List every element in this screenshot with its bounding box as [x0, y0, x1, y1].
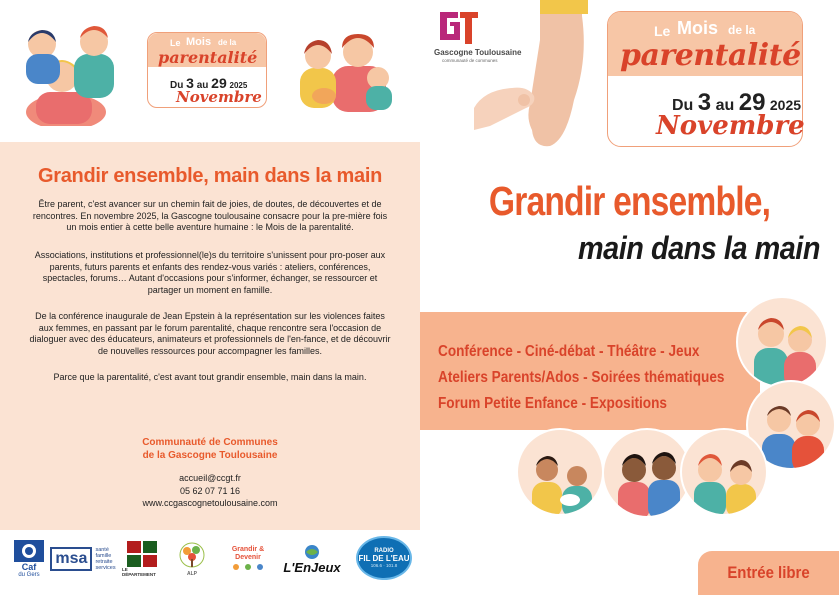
- radio-main: FIL DE L'EAU: [358, 554, 410, 563]
- family-circle-1: [736, 296, 828, 388]
- main-title-line-1: Grandir ensemble,: [488, 178, 771, 224]
- badge-parentalite: parentalité: [158, 48, 258, 67]
- intro-paragraph-1: Être parent, c'est avancer sur un chemin fait de joies, de doutes, de découvertes et de rencontres. En novembre 2025, la Gascogne toulousaine consacre pour la pre-mière fois un mois entier à cette belle aventure humaine : le Mois de la parentalité.: [32, 199, 388, 233]
- events-line-2: Ateliers Parents/Ados - Soirées thématiques: [438, 369, 725, 386]
- badge-large-month: Novembre: [656, 111, 805, 141]
- parentalite-badge-large: [607, 11, 803, 147]
- globe-icon: [302, 544, 322, 560]
- contact-phone: 05 62 07 71 16: [179, 485, 241, 496]
- family-portrait-1: [738, 298, 828, 388]
- caf-logo: [12, 538, 46, 580]
- family-circle-3: [516, 428, 604, 516]
- gt-monogram-icon: [438, 8, 478, 46]
- family-portrait-3: [518, 430, 604, 516]
- intro-paragraph-2: Associations, institutions et professionnel(le)s du territoire s'unissent pour pro-poser aux parents, futurs parents et enfants des rendez-vous variés : ateliers, conférences, spectacles, forums… Autant d'occasions pour s'informer, échanger, se ressourcer et partager un moment en famille.: [34, 250, 386, 295]
- enjeu-label: L'EnJeux: [283, 559, 341, 575]
- caf-label: Caf: [21, 562, 37, 572]
- badge-large-au: au: [715, 97, 735, 114]
- contact-email[interactable]: accueil@ccgt.fr: [179, 473, 241, 483]
- departement-emblem-icon: [127, 541, 157, 567]
- intro-paragraph-3: De la conférence inaugurale de Jean Epstein à la représentation sur les violences faites aux femmes, en passant par le forum parentalité, chaque rencontre sera l'occasion de dialoguer avec des éducateurs, animateurs et professionnels de l'en-fance, et de découvrir de nouvelles ressources pour accompagner les familles.: [29, 311, 391, 356]
- org-line-1: Communauté de Communes: [142, 437, 278, 448]
- family-illustration-2: [296, 26, 406, 112]
- events-line-1: Conférence - Ciné-débat - Théâtre - Jeux: [438, 343, 700, 360]
- caf-sub: du Gers: [18, 572, 40, 578]
- entree-libre-badge: [698, 551, 839, 595]
- reseau-figures-icon: [228, 562, 268, 572]
- badge-day-start: 3: [186, 75, 194, 91]
- badge-day-end: 29: [211, 75, 227, 91]
- tree-icon: [175, 541, 209, 571]
- family-circle-4: [602, 428, 692, 518]
- badge-large-le: Le: [654, 23, 671, 39]
- parentalite-badge-small: [147, 32, 267, 108]
- family-illustration-left: [14, 14, 124, 126]
- radio-freq: 106.6 · 101.8: [370, 563, 398, 568]
- events-line-3: Forum Petite Enfance - Expositions: [438, 395, 667, 412]
- departement-label: LE DÉPARTEMENT: [122, 567, 156, 577]
- alp-logo: [172, 538, 212, 580]
- family-portrait-4: [604, 430, 692, 518]
- badge-large-parentalite: parentalité: [620, 38, 801, 73]
- badge-mois: Mois: [186, 36, 212, 48]
- gt-name: [434, 48, 521, 57]
- badge-large-day-end: 29: [738, 89, 766, 116]
- badge-le: Le: [170, 38, 181, 48]
- contact-website[interactable]: www.ccgascognetoulousaine.com: [142, 498, 278, 508]
- badge-year: 2025: [229, 81, 248, 90]
- organisation-name: [0, 436, 420, 462]
- entree-libre-label: Entrée libre: [727, 563, 810, 582]
- intro-paragraph-4: Parce que la parentalité, c'est avant tout grandir ensemble, main dans la main.: [53, 372, 367, 382]
- radio-logo: [356, 536, 412, 580]
- alp-label: ALP: [187, 571, 197, 577]
- enjeu-logo: [282, 538, 342, 580]
- badge-large-year: 2025: [769, 97, 802, 113]
- reseau-logo: [222, 538, 274, 580]
- badge-large-du: Du: [672, 97, 694, 114]
- family-circle-5: [680, 428, 768, 516]
- badge-large-de-la: de la: [728, 23, 756, 37]
- radio-top: RADIO: [374, 548, 394, 554]
- msa-mark: msa: [50, 547, 92, 571]
- gt-name-1: Gascogne: [434, 48, 473, 57]
- reseau-label: Grandir & Devenir: [231, 546, 265, 561]
- msa-text: santé famille retraite services: [95, 547, 116, 571]
- badge-de-la: de la: [218, 38, 237, 47]
- family-portrait-5: [682, 430, 768, 516]
- badge-large-day-start: 3: [697, 89, 712, 116]
- main-title-line-2: main dans la main: [577, 230, 820, 266]
- left-title: Grandir ensemble, main dans la main: [37, 165, 383, 187]
- badge-month: Novembre: [176, 88, 262, 106]
- gt-name-2: Toulousaine: [474, 48, 522, 57]
- msa-logo: [52, 538, 114, 580]
- caf-emblem-icon: [14, 540, 44, 562]
- org-line-2: de la Gascogne Toulousaine: [142, 450, 278, 461]
- badge-large-mois: Mois: [677, 18, 719, 38]
- gt-sub: communauté de communes: [442, 58, 498, 63]
- contact-block: [0, 472, 420, 510]
- badge-au: au: [196, 80, 209, 91]
- departement-logo: [122, 538, 162, 580]
- badge-du: Du: [170, 80, 184, 91]
